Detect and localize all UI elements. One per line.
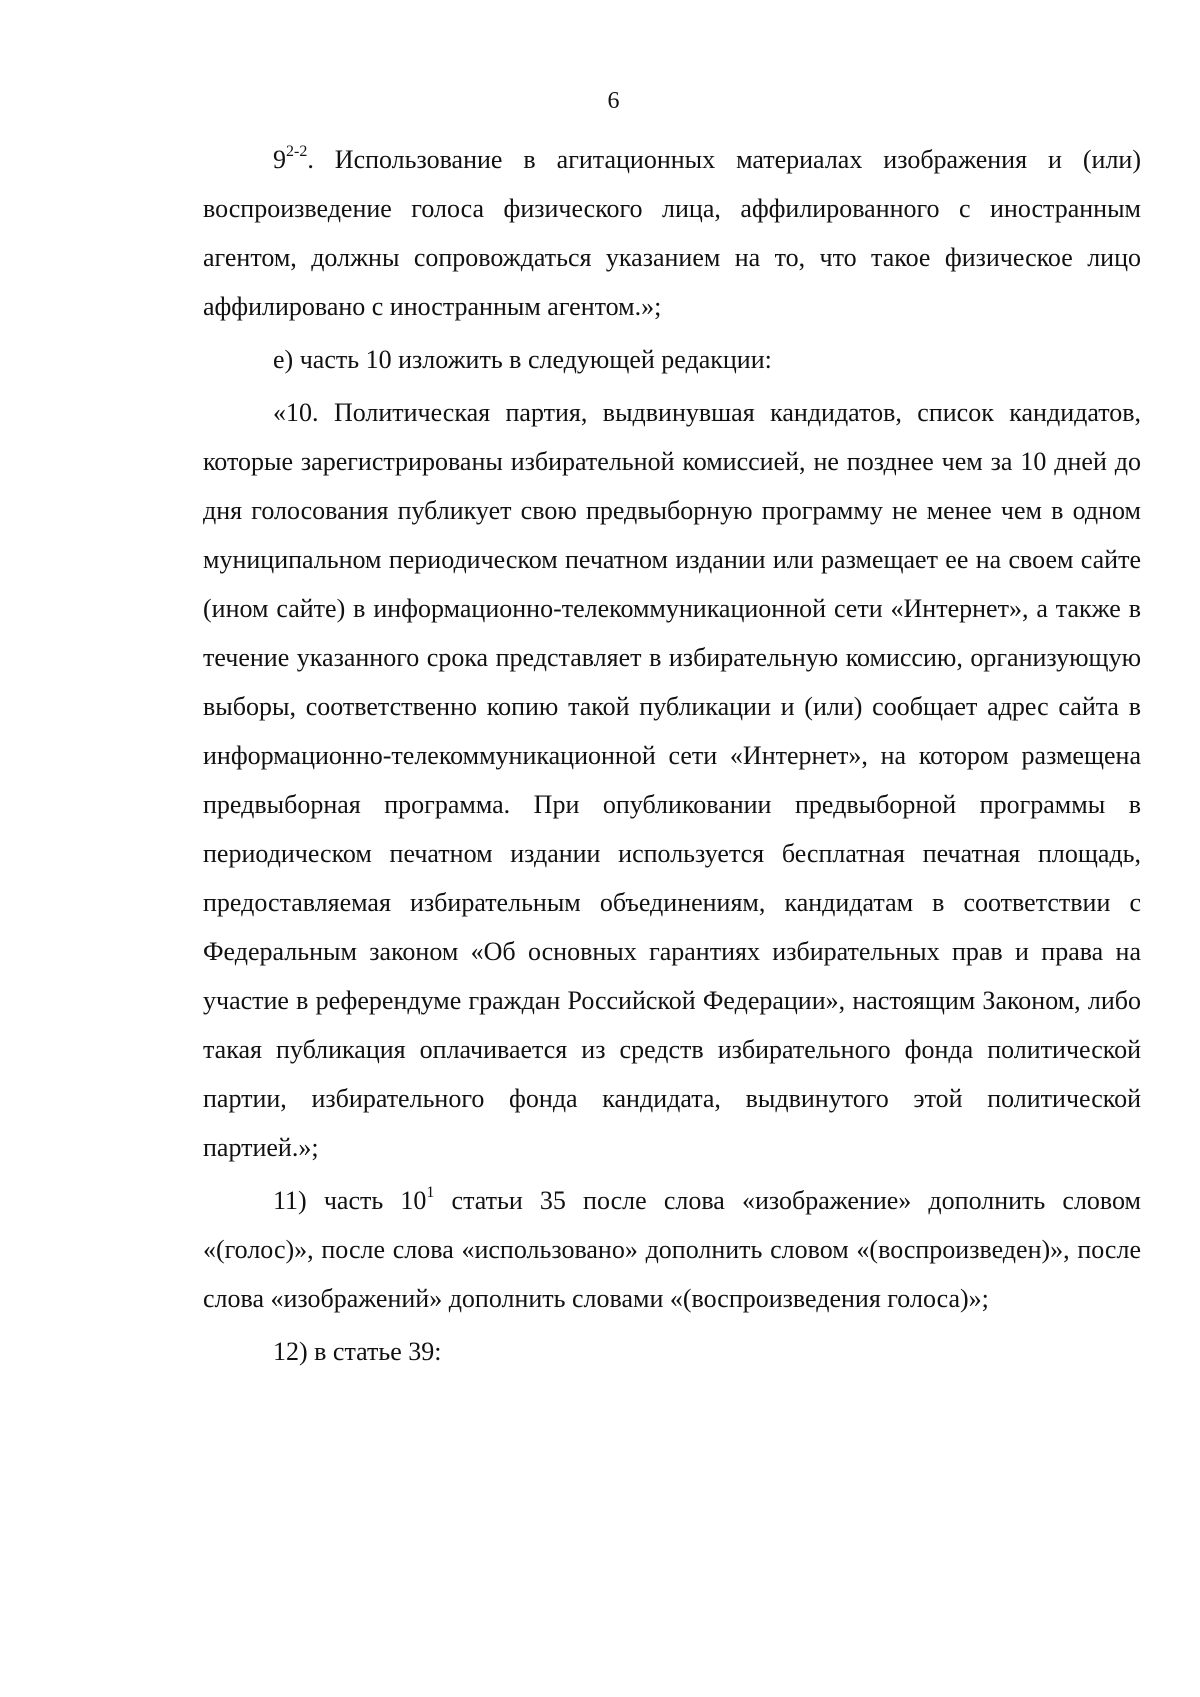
- paragraph-text: статьи 35 после слова «изображение» дополнить словом «(голос)», после слова «использовано» дополнить словом «(воспроизведен)», после слова «изображений» дополнить словами «(воспроизведения голоса)»;: [203, 1186, 1141, 1313]
- paragraph-text: . Использование в агитационных материалах изображения и (или) воспроизведение голоса физического лица, аффилированного с иностранным агентом, должны сопровождаться указанием на то, что такое физическое лицо аффилировано с иностранным агентом.»;: [203, 145, 1141, 321]
- paragraph-number: 11) часть 10: [273, 1186, 427, 1215]
- paragraph-item-11: [203, 1176, 1141, 1323]
- paragraph-item-e: е) часть 10 изложить в следующей редакции:: [273, 345, 772, 374]
- page-number: 6: [607, 88, 620, 114]
- document-body: [203, 135, 1141, 1376]
- paragraph-number: 9: [273, 145, 286, 174]
- superscript-index: 1: [426, 1184, 435, 1202]
- paragraph-item-12: 12) в статье 39:: [273, 1337, 442, 1366]
- paragraph-9-2-2: [203, 135, 1141, 331]
- paragraph-part-10: «10. Политическая партия, выдвинувшая кандидатов, список кандидатов, которые зарегистрированы избирательной комиссией, не позднее чем за 10 дней до дня голосования публикует свою предвыборную программу не менее чем в одном муниципальном периодическом печатном издании или размещает ее на своем сайте (ином сайте) в информационно-телекоммуникационной сети «Интернет», а также в течение указанного срока представляет в избирательную комиссию, организующую выборы, соответственно копию такой публикации и (или) сообщает адрес сайта в информационно-телекоммуникационной сети «Интернет», на котором размещена предвыборная программа. При опубликовании предвыборной программы в периодическом печатном издании используется бесплатная печатная площадь, предоставляемая избирательным объединениям, кандидатам в соответствии с Федеральным законом «Об основных гарантиях избирательных прав и права на участие в референдуме граждан Российской Федерации», настоящим Законом, либо такая публикация оплачивается из средств избирательного фонда политической партии, избирательного фонда кандидата, выдвинутого этой политической партией.»;: [203, 398, 1141, 1162]
- superscript-index: 2-2: [286, 143, 308, 161]
